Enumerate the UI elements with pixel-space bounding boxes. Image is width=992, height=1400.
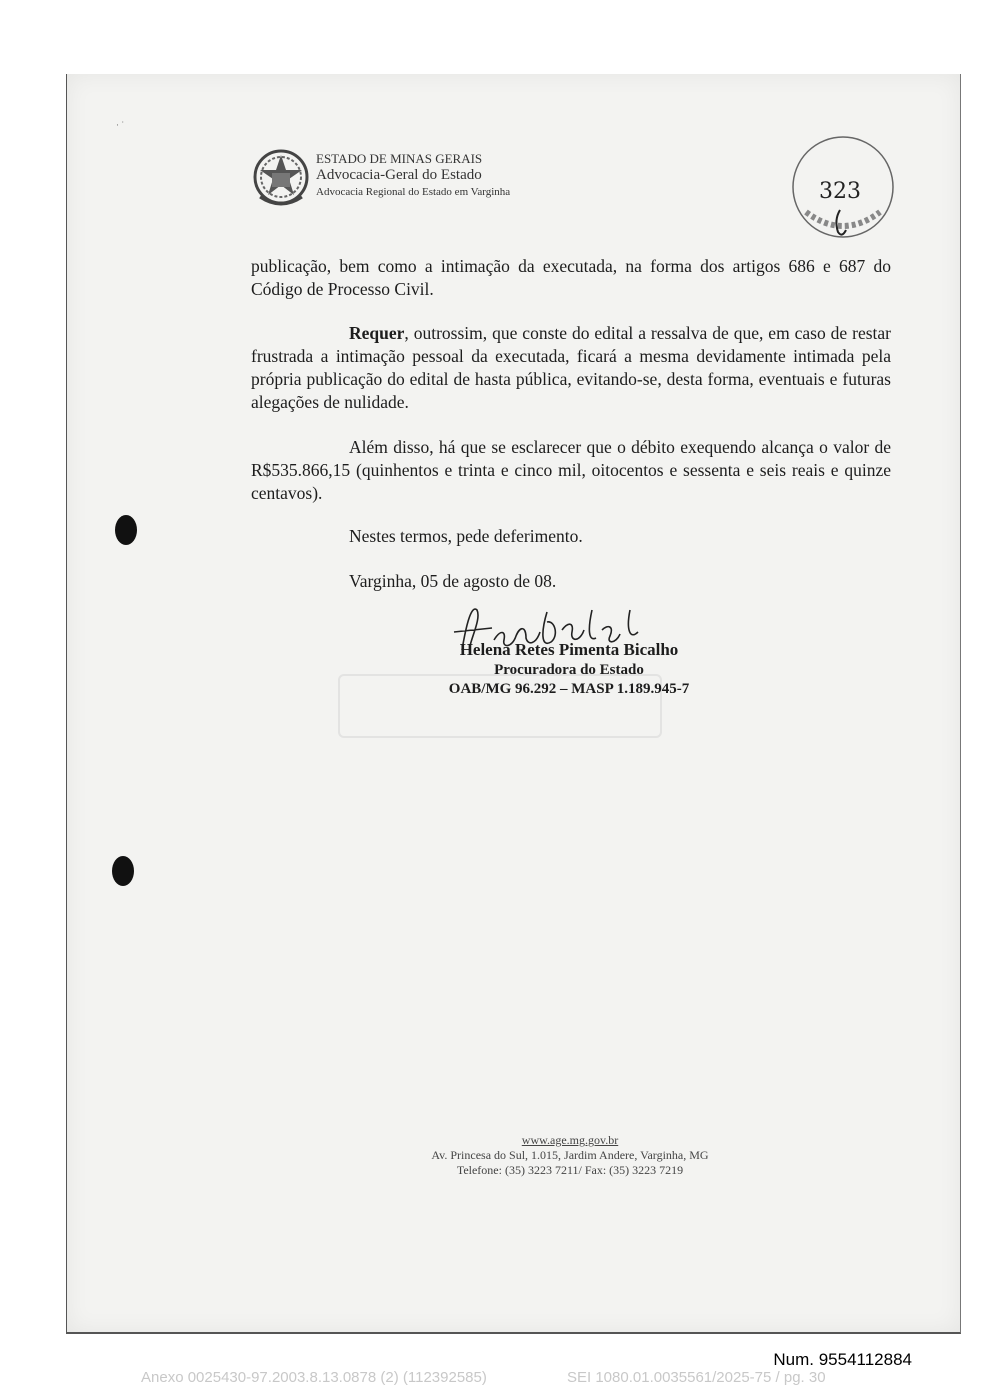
annex-reference: Anexo 0025430-97.2003.8.13.0878 (2) (112392585): [141, 1369, 487, 1386]
stamp-page-number: 323: [819, 179, 861, 204]
signer-registration: OAB/MG 96.292 – MASP 1.189.945-7: [448, 681, 690, 697]
punch-hole: [115, 515, 137, 545]
place-date: Varginha, 05 de agosto de 08.: [349, 571, 557, 591]
letterhead-state: ESTADO DE MINAS GERAIS: [316, 151, 483, 166]
page-stamp: [788, 132, 898, 242]
footer-address: Av. Princesa do Sul, 1.015, Jardim Andere, Varginha, MG: [431, 1148, 709, 1162]
scan-speck: · ˙: [116, 120, 125, 130]
sei-page-reference: SEI 1080.01.0035561/2025-75 / pg. 30: [567, 1369, 826, 1386]
paragraph-publication: publicação, bem como a intimação da executada, na forma dos artigos 686 e 687 do Código de Processo Civil.: [251, 256, 891, 299]
closing-request: Nestes termos, pede deferimento.: [349, 526, 583, 546]
paragraph-request: [251, 322, 891, 414]
request-text: , outrossim, que conste do edital a ressalva de que, em caso de restar frustrada a intimação pessoal da executada, ficará a mesma devidamente intimada pela própria publicação do edital de hasta pública, evitando-se, desta forma, eventuais e futuras alegações de nulidade.: [251, 323, 891, 412]
paragraph-debt: Além disso, há que se esclarecer que o débito exequendo alcança o valor de R$535.866,15 (quinhentos e trinta e cinco mil, oitocentos e sessenta e seis reais e quinze centavos).: [251, 437, 891, 503]
punch-hole: [112, 856, 134, 886]
footer-phone: Telefone: (35) 3223 7211/ Fax: (35) 3223 7219: [456, 1163, 684, 1177]
letterhead-agency: Advocacia-Geral do Estado: [316, 167, 482, 183]
request-keyword: Requer: [349, 323, 405, 343]
signer-role: Procuradora do Estado: [494, 662, 644, 678]
document-number: Num. 9554112884: [773, 1350, 912, 1369]
footer-website[interactable]: www.age.mg.gov.br: [521, 1133, 619, 1147]
signer-name: Helena Retes Pimenta Bicalho: [459, 640, 679, 659]
letterhead: [316, 150, 510, 201]
letterhead-office: Advocacia Regional do Estado em Varginha: [316, 186, 511, 198]
coat-of-arms-icon: [250, 145, 312, 211]
